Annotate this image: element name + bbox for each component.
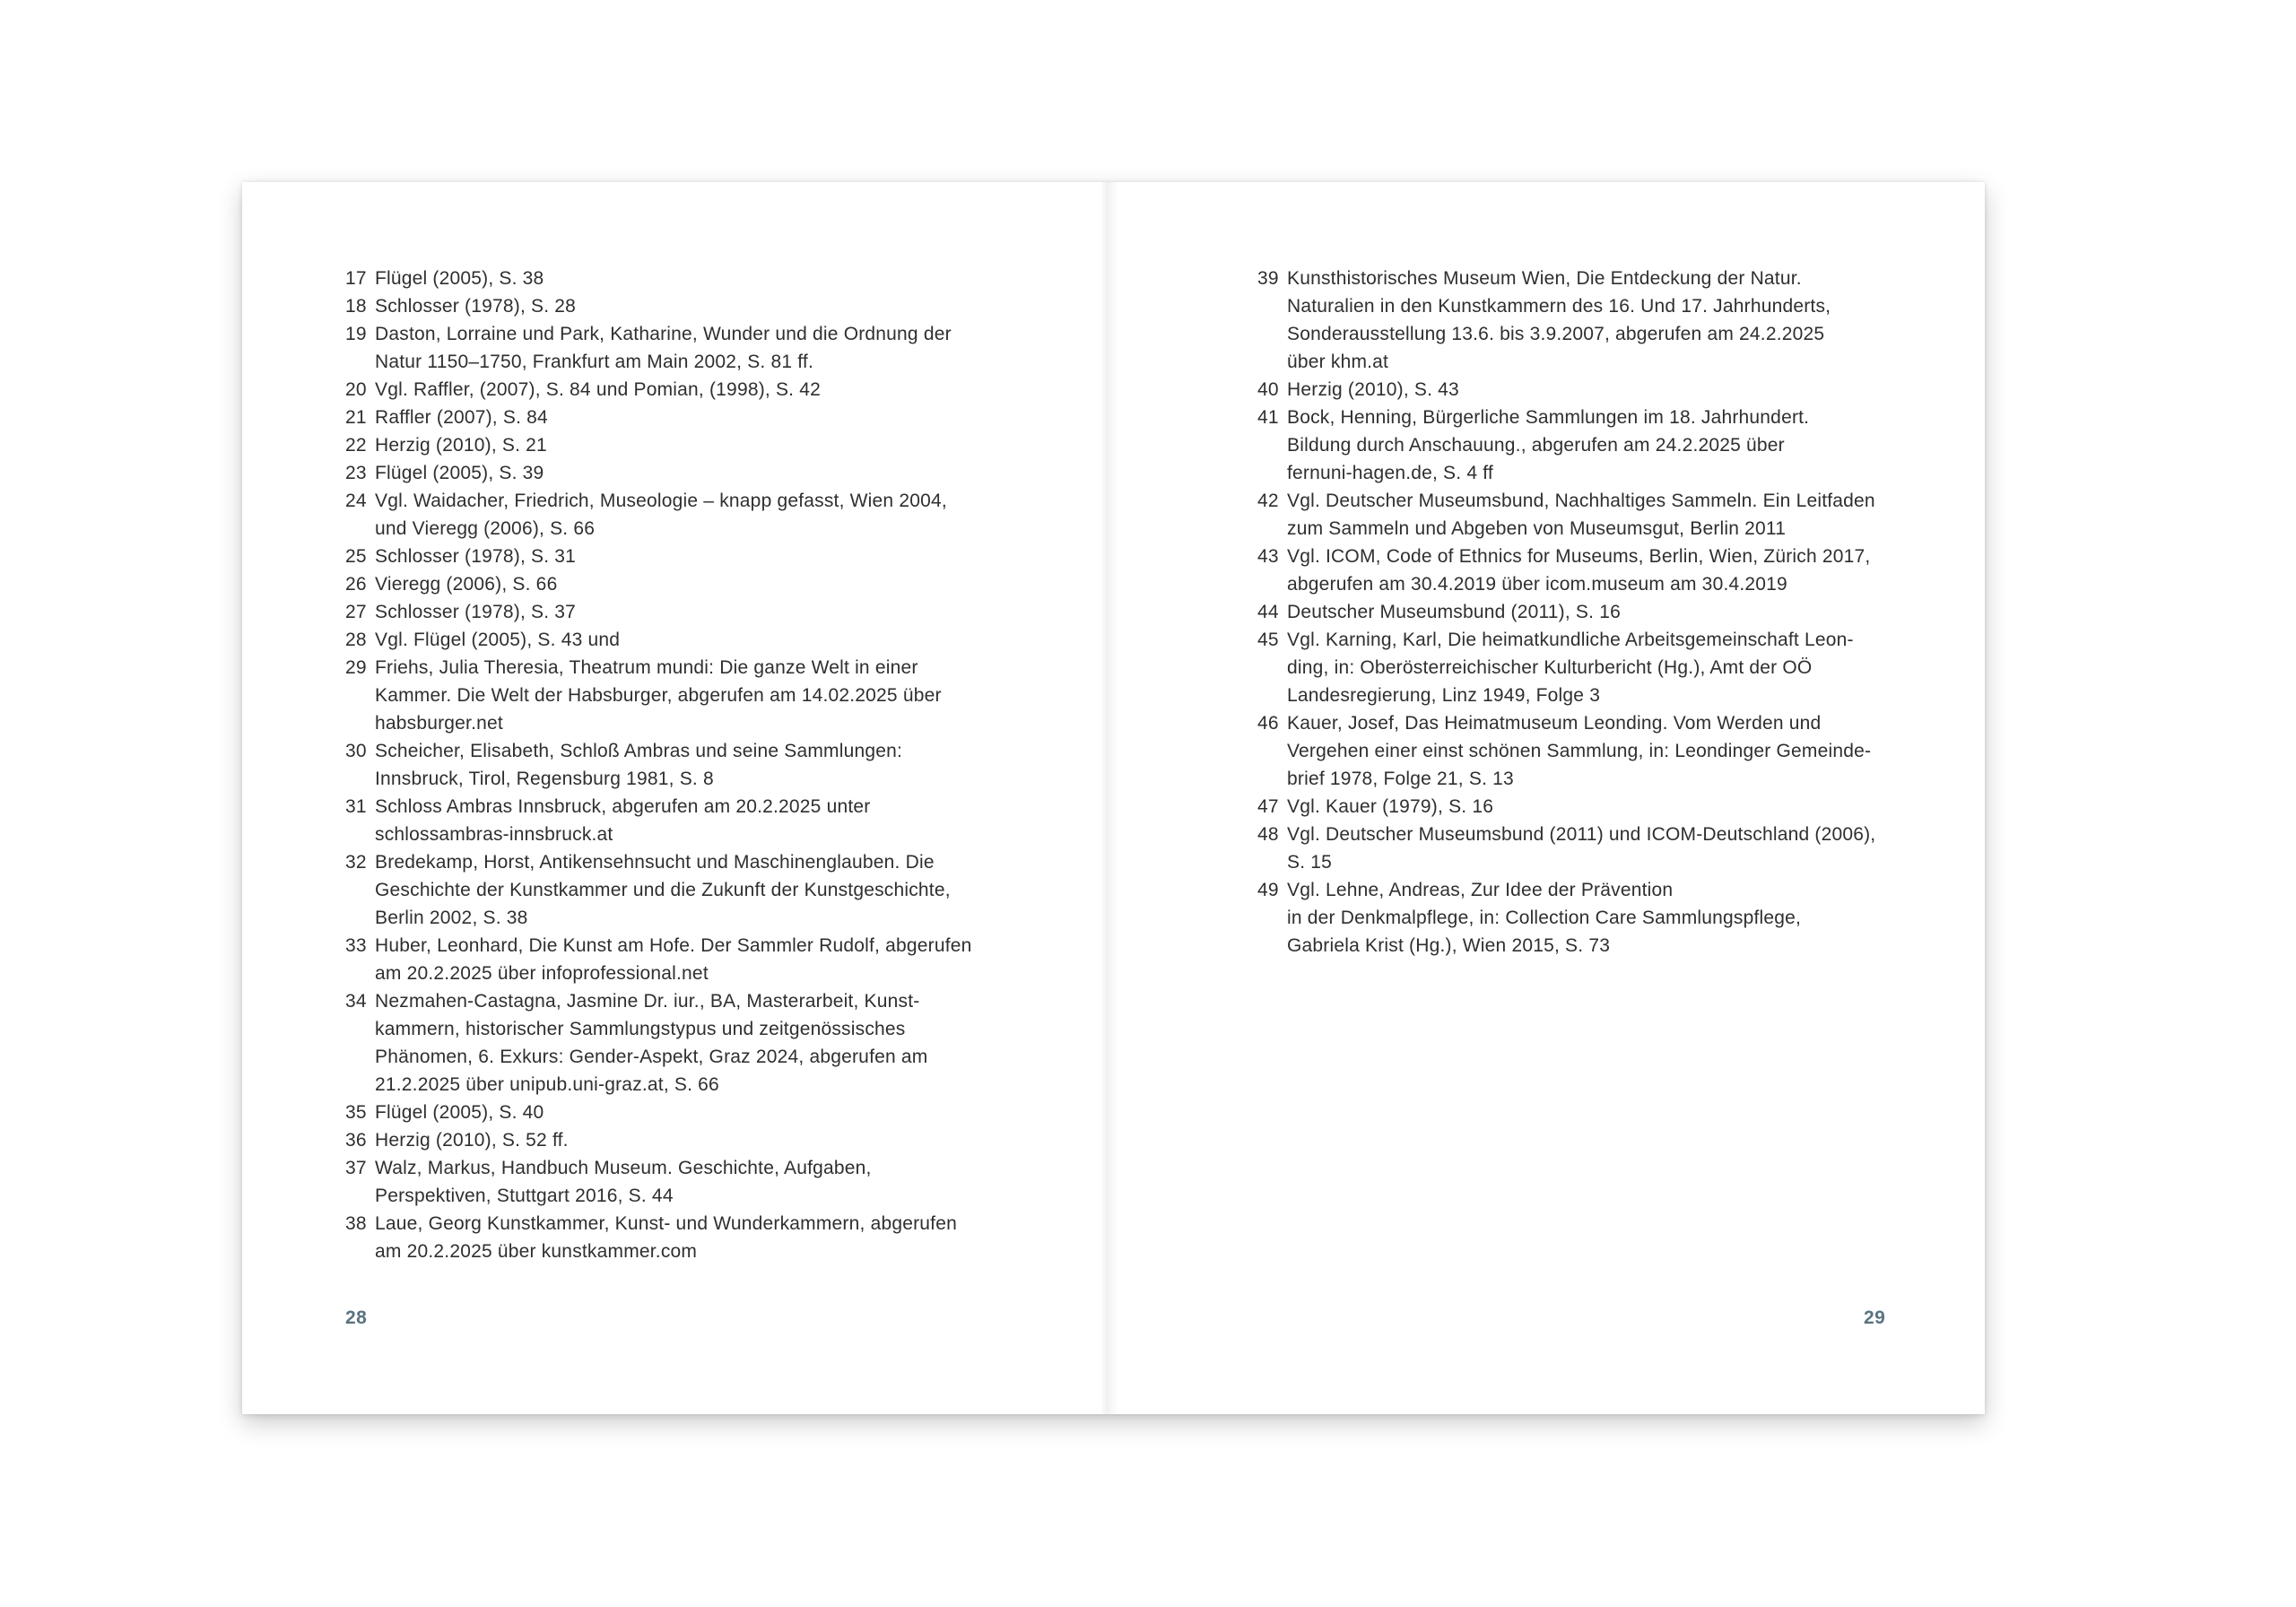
- note-line: 21.2.2025 über unipub.uni-graz.at, S. 66: [375, 1074, 719, 1095]
- note-row: [1257, 376, 1875, 404]
- note-number: 38: [345, 1213, 367, 1234]
- note-number: 37: [345, 1158, 367, 1178]
- note-row: [1257, 793, 1875, 821]
- note-text: [1287, 793, 1493, 821]
- note-number: 45: [1257, 630, 1279, 650]
- note-row: [345, 793, 972, 848]
- note-row: [345, 459, 972, 487]
- note-row: [1257, 543, 1875, 598]
- note-line: Natur 1150–1750, Frankfurt am Main 2002, S. 81 ff.: [375, 352, 814, 372]
- note-row: [345, 737, 972, 793]
- note-text: [375, 626, 620, 654]
- note-number: 17: [345, 268, 367, 289]
- note-row: [1257, 876, 1875, 960]
- note-line: Berlin 2002, S. 38: [375, 908, 528, 928]
- note-line: kammern, historischer Sammlungstypus und zeitgenössisches: [375, 1019, 906, 1039]
- note-text: [1287, 598, 1621, 626]
- note-text: [1287, 543, 1870, 598]
- note-row: [345, 1126, 972, 1154]
- note-line: abgerufen am 30.4.2019 über icom.museum am 30.4.2019: [1287, 574, 1787, 595]
- note-line: zum Sammeln und Abgeben von Museumsgut, Berlin 2011: [1287, 518, 1787, 539]
- note-line: Schloss Ambras Innsbruck, abgerufen am 20.2.2025 unter: [375, 796, 871, 817]
- note-line: Vgl. Lehne, Andreas, Zur Idee der Prävention: [1287, 880, 1674, 900]
- note-row: [345, 487, 972, 543]
- note-number: 48: [1257, 824, 1279, 845]
- note-text: [375, 1099, 544, 1126]
- note-line: Bredekamp, Horst, Antikensehnsucht und Maschinenglauben. Die: [375, 852, 935, 873]
- note-line: Kammer. Die Welt der Habsburger, abgerufen am 14.02.2025 über: [375, 685, 942, 706]
- note-number: 25: [345, 546, 367, 567]
- note-number: 18: [345, 296, 367, 317]
- note-line: Kunsthistorisches Museum Wien, Die Entdeckung der Natur.: [1287, 268, 1802, 289]
- notes-list: [1257, 265, 1875, 960]
- note-text: [375, 376, 821, 404]
- note-line: Herzig (2010), S. 21: [375, 435, 547, 456]
- note-row: [345, 1154, 972, 1210]
- note-row: [345, 1210, 972, 1265]
- note-line: Phänomen, 6. Exkurs: Gender-Aspekt, Graz 2024, abgerufen am: [375, 1047, 928, 1067]
- note-number: 42: [1257, 491, 1279, 511]
- note-row: [345, 932, 972, 987]
- note-number: 26: [345, 574, 367, 595]
- book-spread: [242, 182, 1985, 1414]
- note-row: [345, 320, 972, 376]
- note-number: 22: [345, 435, 367, 456]
- note-line: am 20.2.2025 über kunstkammer.com: [375, 1241, 698, 1262]
- note-text: [375, 848, 951, 932]
- note-text: [375, 932, 972, 987]
- note-text: [1287, 404, 1809, 487]
- note-line: Vgl. Deutscher Museumsbund, Nachhaltiges Sammeln. Ein Leitfaden: [1287, 491, 1875, 511]
- note-row: [345, 570, 972, 598]
- note-number: 28: [345, 630, 367, 650]
- note-line: Vieregg (2006), S. 66: [375, 574, 558, 595]
- note-text: [1287, 709, 1871, 793]
- page-right: [1108, 182, 1985, 1414]
- note-row: [345, 598, 972, 626]
- note-row: [345, 987, 972, 1099]
- note-text: [1287, 876, 1801, 960]
- note-text: [375, 1126, 569, 1154]
- note-line: und Vieregg (2006), S. 66: [375, 518, 596, 539]
- note-line: Vergehen einer einst schönen Sammlung, in: Leondinger Gemeinde-: [1287, 741, 1872, 761]
- note-number: 33: [345, 935, 367, 956]
- note-line: Flügel (2005), S. 39: [375, 463, 544, 483]
- note-number: 43: [1257, 546, 1279, 567]
- note-line: Gabriela Krist (Hg.), Wien 2015, S. 73: [1287, 935, 1611, 956]
- note-line: Kauer, Josef, Das Heimatmuseum Leonding. Vom Werden und: [1287, 713, 1822, 734]
- note-row: [1257, 404, 1875, 487]
- note-text: [375, 793, 870, 848]
- note-line: Bildung durch Anschauung., abgerufen am 24.2.2025 über: [1287, 435, 1785, 456]
- note-line: Daston, Lorraine und Park, Katharine, Wunder und die Ordnung der: [375, 324, 952, 344]
- note-number: 23: [345, 463, 367, 483]
- note-text: [375, 570, 557, 598]
- note-number: 49: [1257, 880, 1279, 900]
- note-row: [345, 848, 972, 932]
- note-number: 32: [345, 852, 367, 873]
- note-text: [375, 292, 576, 320]
- note-row: [345, 626, 972, 654]
- note-line: Schlosser (1978), S. 37: [375, 602, 577, 622]
- note-line: habsburger.net: [375, 713, 503, 734]
- notes-list: [345, 265, 972, 1265]
- note-line: Herzig (2010), S. 43: [1287, 379, 1459, 400]
- note-line: Walz, Markus, Handbuch Museum. Geschichte, Aufgaben,: [375, 1158, 872, 1178]
- note-row: [1257, 598, 1875, 626]
- note-text: [1287, 821, 1875, 876]
- note-text: [1287, 487, 1875, 543]
- note-line: Perspektiven, Stuttgart 2016, S. 44: [375, 1186, 674, 1206]
- note-line: Vgl. ICOM, Code of Ethnics for Museums, Berlin, Wien, Zürich 2017,: [1287, 546, 1871, 567]
- note-number: 31: [345, 796, 367, 817]
- note-line: über khm.at: [1287, 352, 1389, 372]
- note-line: Vgl. Karning, Karl, Die heimatkundliche Arbeitsgemeinschaft Leon-: [1287, 630, 1854, 650]
- page-number: 29: [1864, 1307, 1886, 1328]
- note-row: [345, 292, 972, 320]
- note-line: Schlosser (1978), S. 28: [375, 296, 577, 317]
- note-line: Schlosser (1978), S. 31: [375, 546, 577, 567]
- note-line: Nezmahen-Castagna, Jasmine Dr. iur., BA, Masterarbeit, Kunst-: [375, 991, 920, 1012]
- note-line: Vgl. Raffler, (2007), S. 84 und Pomian, (1998), S. 42: [375, 379, 821, 400]
- note-line: Laue, Georg Kunstkammer, Kunst- und Wunderkammern, abgerufen: [375, 1213, 957, 1234]
- note-line: ding, in: Oberösterreichischer Kulturbericht (Hg.), Amt der OÖ: [1287, 657, 1813, 678]
- note-line: Vgl. Kauer (1979), S. 16: [1287, 796, 1494, 817]
- note-row: [345, 431, 972, 459]
- note-line: am 20.2.2025 über infoprofessional.net: [375, 963, 709, 984]
- note-number: 19: [345, 324, 367, 344]
- note-row: [345, 543, 972, 570]
- note-row: [345, 654, 972, 737]
- note-line: Naturalien in den Kunstkammern des 16. Und 17. Jahrhunderts,: [1287, 296, 1831, 317]
- note-number: 21: [345, 407, 367, 428]
- note-text: [375, 1210, 957, 1265]
- note-row: [1257, 265, 1875, 376]
- note-number: 34: [345, 991, 367, 1012]
- note-number: 40: [1257, 379, 1279, 400]
- note-line: Raffler (2007), S. 84: [375, 407, 548, 428]
- note-line: Flügel (2005), S. 38: [375, 268, 544, 289]
- note-line: fernuni-hagen.de, S. 4 ff: [1287, 463, 1493, 483]
- note-number: 47: [1257, 796, 1279, 817]
- note-line: Geschichte der Kunstkammer und die Zukunft der Kunstgeschichte,: [375, 880, 951, 900]
- note-line: Scheicher, Elisabeth, Schloß Ambras und seine Sammlungen:: [375, 741, 903, 761]
- note-line: Vgl. Flügel (2005), S. 43 und: [375, 630, 621, 650]
- note-number: 41: [1257, 407, 1279, 428]
- note-line: Landesregierung, Linz 1949, Folge 3: [1287, 685, 1601, 706]
- note-text: [375, 1154, 872, 1210]
- note-row: [1257, 821, 1875, 876]
- note-line: Sonderausstellung 13.6. bis 3.9.2007, abgerufen am 24.2.2025: [1287, 324, 1825, 344]
- note-line: Flügel (2005), S. 40: [375, 1102, 544, 1123]
- note-row: [1257, 487, 1875, 543]
- note-number: 20: [345, 379, 367, 400]
- note-line: in der Denkmalpflege, in: Collection Care Sammlungspflege,: [1287, 908, 1802, 928]
- note-line: S. 15: [1287, 852, 1333, 873]
- note-number: 46: [1257, 713, 1279, 734]
- note-row: [1257, 709, 1875, 793]
- note-line: Bock, Henning, Bürgerliche Sammlungen im 18. Jahrhundert.: [1287, 407, 1810, 428]
- note-line: Vgl. Waidacher, Friedrich, Museologie – knapp gefasst, Wien 2004,: [375, 491, 947, 511]
- note-number: 44: [1257, 602, 1279, 622]
- note-number: 36: [345, 1130, 367, 1151]
- note-line: Huber, Leonhard, Die Kunst am Hofe. Der Sammler Rudolf, abgerufen: [375, 935, 972, 956]
- note-text: [375, 431, 547, 459]
- note-text: [375, 654, 942, 737]
- note-line: brief 1978, Folge 21, S. 13: [1287, 769, 1514, 789]
- note-text: [375, 987, 927, 1099]
- note-text: [375, 737, 902, 793]
- note-text: [375, 265, 544, 292]
- note-number: 39: [1257, 268, 1279, 289]
- note-line: Vgl. Deutscher Museumsbund (2011) und ICOM-Deutschland (2006),: [1287, 824, 1876, 845]
- page-left: [242, 182, 1108, 1414]
- note-line: schlossambras-innsbruck.at: [375, 824, 613, 845]
- note-text: [1287, 265, 1831, 376]
- note-line: Friehs, Julia Theresia, Theatrum mundi: Die ganze Welt in einer: [375, 657, 918, 678]
- note-number: 29: [345, 657, 367, 678]
- note-line: Deutscher Museumsbund (2011), S. 16: [1287, 602, 1621, 622]
- note-text: [375, 543, 576, 570]
- note-row: [345, 404, 972, 431]
- note-text: [1287, 626, 1854, 709]
- note-text: [375, 459, 544, 487]
- note-row: [345, 376, 972, 404]
- note-text: [375, 598, 576, 626]
- note-row: [1257, 626, 1875, 709]
- note-text: [1287, 376, 1459, 404]
- note-row: [345, 1099, 972, 1126]
- note-number: 24: [345, 491, 367, 511]
- note-number: 35: [345, 1102, 367, 1123]
- note-row: [345, 265, 972, 292]
- note-number: 27: [345, 602, 367, 622]
- page-number: 28: [345, 1307, 368, 1328]
- note-line: Innsbruck, Tirol, Regensburg 1981, S. 8: [375, 769, 714, 789]
- note-text: [375, 404, 548, 431]
- note-text: [375, 487, 947, 543]
- note-number: 30: [345, 741, 367, 761]
- note-text: [375, 320, 952, 376]
- note-line: Herzig (2010), S. 52 ff.: [375, 1130, 569, 1151]
